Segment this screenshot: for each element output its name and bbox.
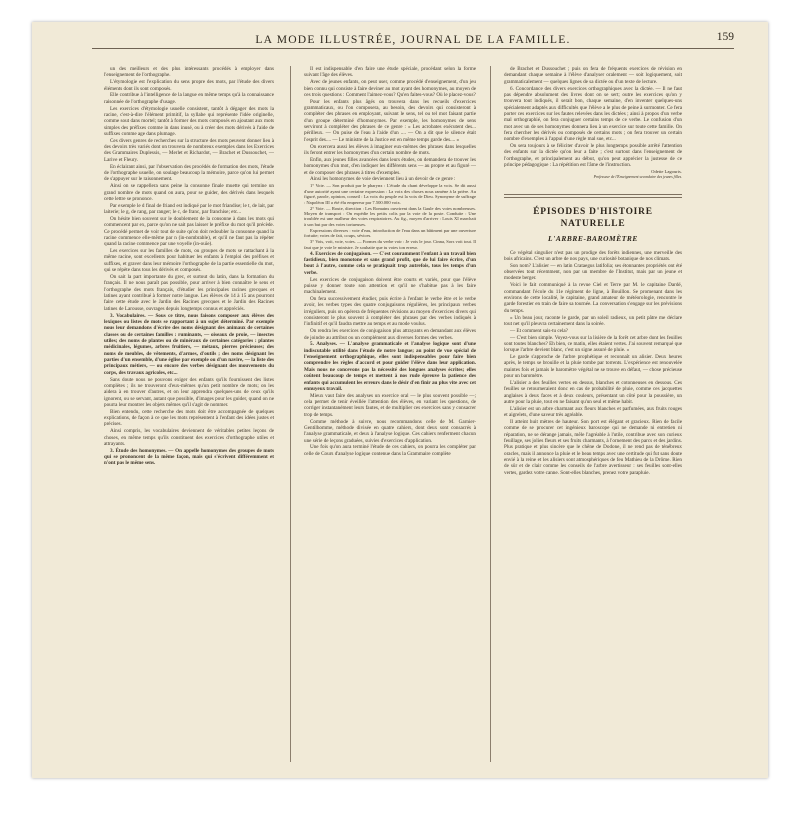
page-header xyxy=(92,30,734,49)
paragraph: Sans doute nous ne pouvons exiger des enfants qu'ils fournissent des listes complètes ; ils ne trouveront d'eux-mêmes qu'un petit nombre de mots; on les aidera à en trouver d'autres, et on leur apprendra quelques-uns de ceux qu'ils ignorent, ou se servant, autant que possible, d'images pour les guider, quand on ne pourra leur montrer les objets mêmes qu'il s'agit de nommer. xyxy=(104,376,274,408)
paragraph: 3° Vois, voit, voie, voies. — Formes du verbe voir : Je vois le jour. Cinna, Sors voit tout. Il faut que je voie le ministre. Je souhaite que tu voies ton erreur. xyxy=(304,239,476,250)
paragraph: Elle contribue à l'intelligence de la langue en même temps qu'à la connaissance raisonnée de l'orthographe d'usage. xyxy=(104,92,274,105)
paragraph: Son nom? L'alisier — en latin Crataegus latifolia; ses étonnantes propriétés ont été observées tout récemment, non par un membre de l'Institut, mais par un jeune et modeste berger. xyxy=(504,262,682,282)
paragraph: L'étymologie est l'explication du sens propre des mots, par l'étude des divers éléments dont ils sont composés. xyxy=(104,79,274,92)
paragraph: Le garde s'approche de l'arbre prophétique et reconnaît un alisier. Deux heures après, le temps se brouille et la pluie tombe par torrents. L'expérience est renouvelée maintes fois et jamais le baromètre végétal ne se trouve en défaut, — chose précieuse pour un baromètre. xyxy=(504,354,682,380)
paragraph: 3. Étude des homonymes. — On appelle homonymes des groupes de mots qui se prononcent de la même façon, mais qui s'écrivent différemment et n'ont pas le même sens. xyxy=(104,447,274,467)
paragraph: — Et comment sais-tu cela? xyxy=(510,327,568,334)
paragraph: Bien entendu, cette recherche des mots doit être accompagnée de quelques explications, de façon à ce que les mots représentent à l'enfant des idées justes et précises. xyxy=(104,408,274,428)
paragraph: 2° Voie. — Route, direction : Les Romains ouvrirent dans la Gaule des voies nombreuses. Moyen de transport : On expédie les petits colis par la voie de la poste. Conduite : Une troublée est une malheur des voies respiratoires. Au fig., moyen d'arriver : Louis XI marchait à son but par des voies tortueuses. xyxy=(304,205,476,227)
article-arbre-barometre xyxy=(504,250,682,477)
paragraph: Ainsi les homonymes de voie deviennent lieu à un devoir de ce genre : xyxy=(310,176,456,183)
column-right xyxy=(504,66,682,762)
newspaper-page xyxy=(32,22,768,778)
paragraph: « Un beau jour, raconte le garde, par un soleil radieux, un petit pâtre me déclare tout net qu'il pleuvra certainement dans la soirée. xyxy=(504,314,682,327)
paragraph: 4. Exercices de conjugaison. — C'est couramment l'enfant à un travail bien fastidieux, bien monotone et sans grand profit, que de lui faire écrire, d'un bout à l'autre, comme cela se pratiquait trop autrefois, tous les temps d'un verbe. xyxy=(304,250,476,276)
paragraph: On hésite bien souvent sur le doublement de la consonne à dans les mots qui commencent par ex, parce qu'on ne sait pas laisser le préfixe du mot qu'il précède. Ce procédé permet de voir tout de suite qu'on doit redoubler la consonne quand la racine commence elle-même par n (in-nombrable), et qu'il ne faut pas la répéter quand la racine commence par une voyelle (in-ouïe). xyxy=(104,215,274,248)
paragraph: On fera successivement étudier, puis écrire à l'enfant le verbe être et le verbe avoir, les verbes types des quatre conjugaisons régulières, les principaux verbes irréguliers, puis on opérera de fréquentes révisions au moyen d'exercices divers qui consisteront le plus souvent à compléter des phrases par des verbes indiqués à l'infinitif et qu'il faudra mettre au temps et au mode voulus. xyxy=(304,296,476,328)
author-signature: Odette Lagouris. xyxy=(651,169,682,174)
paragraph: En éclairant ainsi, par l'observation des procédés de formation des mots, l'étude de l'orthographe usuelle, on soulage beaucoup la mémoire, parce qu'on lui permet de s'appuyer sur le raisonnement. xyxy=(104,163,274,183)
paragraph: de Brachet et Dussouchet ; puis on fera de fréquents exercices de révision en demandant chaque semaine à l'élève d'analyser oralement — soit logiquement, soit grammaticalement — quelques lignes de sa dictée ou d'un texte de lecture. xyxy=(504,66,682,85)
paragraph: Par exemple le d final de friand est indiqué par le mot friandise; le t, de lait, par laiterie; le g, de rang, par ranger; le c, de franc, par franchise; etc... xyxy=(104,202,274,216)
section-title: ÉPISODES D'HISTOIRE NATURELLE xyxy=(533,206,653,229)
paragraph: Il atteint huit mètres de hauteur. Son port est élégant et gracieux. Rien de facile comme de se procurer cet ingénieux baroscope qui ne demande ni entretien ni réparation, ne se dérange jamais, mêle l'agréable à l'utile, contribue avec son curieux feuillage, ses jolies fleurs et ses fruits charmants, à l'ornement des parcs et des jardins. Plus pratique et plus sincère que le chêne de Dodone, il ne rend pas de ténébreux oracles, mais il annonce la pluie et le beau temps avec une certitude qui fut sans doute envié à la reine et les alisiers sont atmosphériques de feu Mathieu de la Drôme. Rien de sûr et de clair comme les conseils de l'arbre avertisseur : ses feuilles sont-elles vertes, gardez votre canne. Sont-elles blanches, prenez votre parapluie. xyxy=(504,419,682,476)
paragraph: On sera toujours à se féliciter d'avoir le plus longtemps possible arrêté l'attention des enfants sur la dictée qu'on leur a faite ; c'est surtout dans l'enseignement de l'orthographe, et principalement au début, qu'on peut apprécier la justesse de ce principe pédagogique : La répétition est l'âme de l'instruction. xyxy=(504,143,682,169)
column-rule xyxy=(490,66,491,762)
paragraph: Avec de jeunes enfants, on peut user, comme procédé d'enseignement, d'un jeu bien connu qui consiste à faire deviner au mot ayant des homonymes, au moyen de ces trois questions : Comment l'aimez-vous? Qu'en faites-vous? Où le placez-vous? xyxy=(304,79,476,98)
paragraph: Ces divers genres de recherches sur la structure des mots peuvent donner lieu à des devoirs très variés dont on trouvera de nombreux exemples dans les Exercices des Grammaires Duplessis, — Merlet et Richardot, — Brachet et Dussouchet, — Larive et Fleury. xyxy=(104,137,274,163)
paragraph: 5. Analyses. — L'analyse grammaticale et l'analyse logique sont d'une indiscutable utilité dans l'étude de notre langue; au point de vue spécial de l'enseignement orthographique, elles sont indispensables pour faire bien comprendre les règles d'accord et pour guider l'élève dans leur application. Mais nous ne concevons pas la nécessité des longues analyses écrites; elles coûtent beaucoup de temps et mettent à nos rude épreuve la patience des enfants qui accumulent les erreurs dans le désir d'en finir au plus vite avec cet ennuyeux travail. xyxy=(304,341,476,392)
paragraph: Il est indispensable d'en faire une étude spéciale, procédant selon la forme suivant l'âge des élèves. xyxy=(304,66,476,79)
paragraph: Expressions diverses : voie d'eau, introduction de l'eau dans un bâtiment par une ouverture fortuite; voies de fait, coups, sévices. xyxy=(304,227,476,239)
paragraph: On rendra les exercices de conjugaison plus attrayants en demandant aux élèves de joindre au attribut ou un complément aux diverses formes des verbes. xyxy=(304,328,476,341)
page-number: 159 xyxy=(716,31,734,43)
paragraph: Une fois qu'on aura terminé l'étude de ces cahiers, on pourra les compléter par celle de Cours d'analyse logique contenue dans la Grammaire complète xyxy=(304,444,476,457)
paragraph: 1° Voie. — Son produit par le pharynx : L'étude du chant développe la voix. Se dit aussi d'une autorité ayant une certaine expression : La voix des choses nous ramène à la prière. Au figuré, parole, opinion, conseil : La voix du peuple est la voix de Dieu. Synonyme de suffrage : Napoléon III a été élu empereur par 7.500.000 voix. xyxy=(304,183,476,205)
paragraph: Enfin, aux jeunes filles avancées dans leurs études, on demandera de trouver les homonymes d'un mot, d'en indiquer les différents sens — au propre et au figuré — et de composer des phrases à titres d'exemples. xyxy=(304,156,476,176)
section-divider xyxy=(504,194,682,198)
paragraph: Pour les enfants plus âgés on trouvera dans les recueils d'exercices grammaticaux, ou l'on composera, au besoin, des devoirs qui consisteront à compléter des phrases en employant, suivant le sens, tel ou tel mot faisant partie d'un groupe déterminé d'homonymes. Par exemple, les homonymes de sens serviront à compléter des phrases de ce genre : « Les acrobates exécutent des... périlleux. — On puise de l'eau à l'aide d'un .... — On a dit que le silence était l'esprit des.... — Le ministre de la Justice est en même temps garde des.... » xyxy=(304,98,476,143)
paragraph: L'alisier est un arbre charmant aux fleurs blanches et parfumées, aux fruits rouges et aigrelets, d'une saveur très agréable. xyxy=(504,405,682,419)
paragraph: 3. Vocabulaires. — Sous ce titre, nous faisons composer aux élèves des lexiques ou listes de mots se rapportant à un sujet déterminé. Par exemple nous leur demandons d'écrire des noms désignant des animaux de certaines classes ou de certaines familles : ruminants, — oiseaux de proie, — insectes utiles; des noms de plantes ou de minéraux de certaines catégories : plantes médicinales, légumes, arbres fruitiers, — métaux, pierres précieuses; des noms de meubles, de vêtements, d'armes, d'outils ; des noms désignant les parties d'un ensemble, d'une église par exemple ou d'un navire, — la liste des principaux métiers, — ou encore des verbes désignant des mouvements du corps, des travaux agricoles, etc... xyxy=(104,312,274,376)
paragraph: Ainsi on se rappellera sans peine la consonne finale muette qui termine un grand nombre de mots quand on aura, pour se guider, des dérivés dans lesquels cette lettre se prononce. xyxy=(104,183,274,202)
paragraph: Les exercices d'étymologie usuelle consistent, tantôt à dégager des mots la racine, c'est-à-dire l'élément primitif, la syllabe qui représente l'idée originelle, comme sout dans mortel; tantôt à former des mots composés en ajoutant aux mots simples des préfixes comme in dans inusé, ou à créer des mots dérivés à l'aide de suffixes comme age dans plumage. xyxy=(104,105,274,137)
section-subtitle: L'ARBRE-BAROMÈTRE xyxy=(548,233,638,243)
author-role: Professeur de l'Enseignement secondaire des jeunes filles. xyxy=(593,174,682,179)
paragraph: 6. Concordance des divers exercices orthographiques avec la dictée. — Il ne faut pas dépendre absolument des livres dont on se sert; outre les exercices qu'on y trouvera tout indiqués, il serait bon, chaque semaine, d'en inventer quelques-uns spécialement adaptés aux difficultés que l'élève a le plus de peine à surmonter. Ce fera porter ces exercices sur les fautes relevées dans les dictées ; ainsi à propos d'un verbe mal orthographié, on fera conjuguer certains temps de ce verbe. Le confusion d'un mot avec un de ses homonymes donnera lieu à un exercice sur toute cette famille. On fera chercher les dérivés ou composés de certains mots ; on fera trouver un certain nombre d'exemples à l'appui d'une règle mal sue, etc... xyxy=(504,85,682,143)
column-middle xyxy=(304,66,476,762)
paragraph: — C'est bien simple. Voyez-vous sur la lisière de la forêt cet arbre dont les feuilles sont toutes blanches? Eh bien, ce matin, elles étaient vertes. J'ai souvent remarqué que lorsque l'arbre devient blanc, c'est un signe assuré de pluie. » xyxy=(504,334,682,354)
paragraph: Voici le fait communiqué à la revue Ciel et Terre par M. le capitaine Dardé, commandant l'école du 11e régiment de ligne, à Bouillon. Se promenant dans les environs de cette localité, le capitaine, grand amateur de météorologie, rencontre le garde forestier en train de faire sa tournée. La conversation s'engage sur les prévisions du temps. xyxy=(504,282,682,314)
article-orthographe-end xyxy=(504,66,682,169)
paragraph: L'alisier a des feuilles vertes en dessus, blanches et cotonneuses en dessous. Ces feuilles se retourneraient donc en cas de probabilité de pluie, comme ces jacquettes anglaises à deux faces et à deux couleurs, présentant un côté pour la poussière, un autre pour la pluie, tout en ne faisant qu'un seul et même habit. xyxy=(504,379,682,405)
paragraph: Ainsi compris, les vocabulaires deviennent de véritables petites leçons de choses, en même temps qu'ils constituent des exercices d'orthographe utiles et attrayants. xyxy=(104,428,274,447)
paragraph: On exercera aussi les élèves à imaginer eux-mêmes des phrases dans lesquelles ils feront entrer les homonymes d'un certain nombre de mots. xyxy=(304,143,476,156)
journal-title: LA MODE ILLUSTRÉE, JOURNAL DE LA FAMILLE. xyxy=(255,32,571,46)
paragraph: Les exercices sur les familles de mots, ou groupes de mots se rattachant à la même racine, sont excellents pour habituer les enfants à l'emploi des préfixes et suffixes, et graver dans leur mémoire l'orthographe de la partie essentielle du mot, qui se répète dans tous les dérivés et composés. xyxy=(104,248,274,274)
paragraph: un des meilleurs et des plus intéressants procédés à employer dans l'enseignement de l'orthographe. xyxy=(104,66,274,79)
paragraph: Les exercices de conjugaison doivent être courts et variés, pour que l'élève puisse y donner toute son attention et qu'il ne s'habitue pas à les faire machinalement. xyxy=(304,276,476,296)
paragraph: Mieux vaut faire des analyses un exercice oral — le plus souvent possible —; cela permet de tenir éveillée l'attention des élèves, en variant les questions, de corriger instantanément leurs fautes, et de multiplier ces exercices sans y consacrer trop de temps. xyxy=(304,392,476,418)
paragraph: Comme méthode à suivre, nous recommandons celle de M. Garnier-Gentilhomme, méthode divisée en quatre cahiers, dont deux sont consacrés à l'analyse grammaticale, et deux à l'analyse logique. Ces cahiers renferment chacun une série de leçons graduées, suivies d'exercices d'application. xyxy=(304,418,476,444)
column-left xyxy=(104,66,274,762)
paragraph: On sait la part importante du grec, et surtout du latin, dans la formation du français. Il ne nous paraît pas possible, pour arriver à bien connaître le sens et l'orthographe des mots français, d'étudier les principales racines grecques et latines ayant contribué à former notre langue. Les élèves de 14 à 15 ans pourront faire cette étude avec le Jardin des Racines grecques et le Jardin des Racines latines de Larousse, ouvrages depuis longtemps connus et appréciés. xyxy=(104,274,274,312)
paragraph: Ce végétal singulier n'est pas un prodige des forêts indiennes, une merveille des bois africains. C'est un arbre de nos pays, une curiosité botanique de nos climats. xyxy=(504,249,682,262)
column-rule xyxy=(290,66,291,762)
